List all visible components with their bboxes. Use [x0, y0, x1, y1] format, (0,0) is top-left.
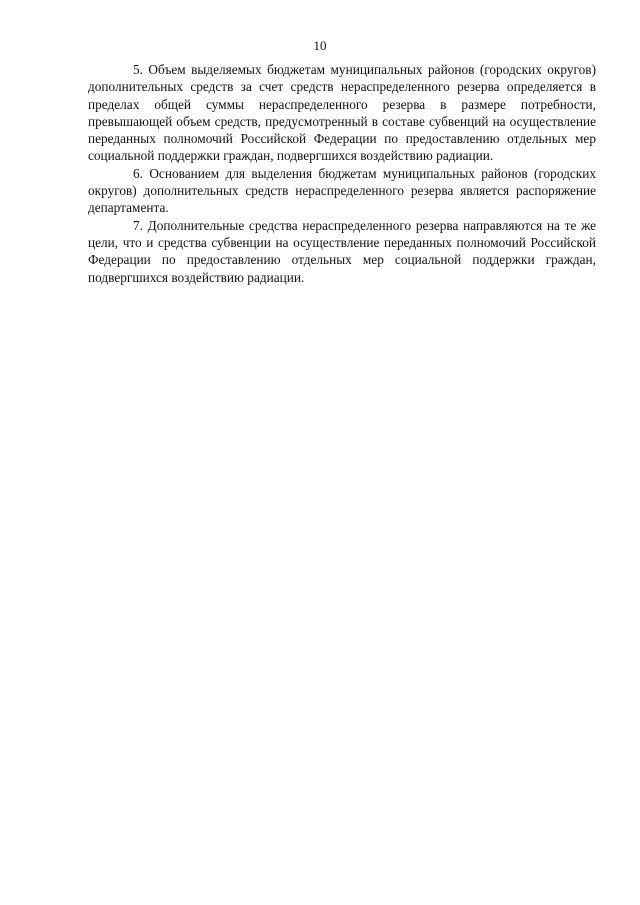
paragraph-5: 5. Объем выделяемых бюджетам муниципальных районов (городских округов) дополнительных средств за счет средств нераспределенного резерва определяется в пределах общей суммы нераспределенного резерва в размере потребности, превышающей объем средств, предусмотренный в составе субвенций на осуществление переданных полномочий Российской Федерации по предоставлению отдельных мер социальной поддержки граждан, подвергшихся воздействию радиации.	[88, 62, 596, 164]
page-number: 10	[313, 38, 327, 53]
document-body	[88, 61, 596, 286]
paragraph-7: 7. Дополнительные средства нераспределенного резерва направляются на те же цели, что и средства субвенции на осуществление переданных полномочий Российской Федерации по предоставлению отдельных мер социальной поддержки граждан, подвергшихся воздействию радиации.	[88, 217, 596, 285]
paragraph-6: 6. Основанием для выделения бюджетам муниципальных районов (городских округов) дополнительных средств нераспределенного резерва является распоряжение департамента.	[88, 165, 596, 216]
